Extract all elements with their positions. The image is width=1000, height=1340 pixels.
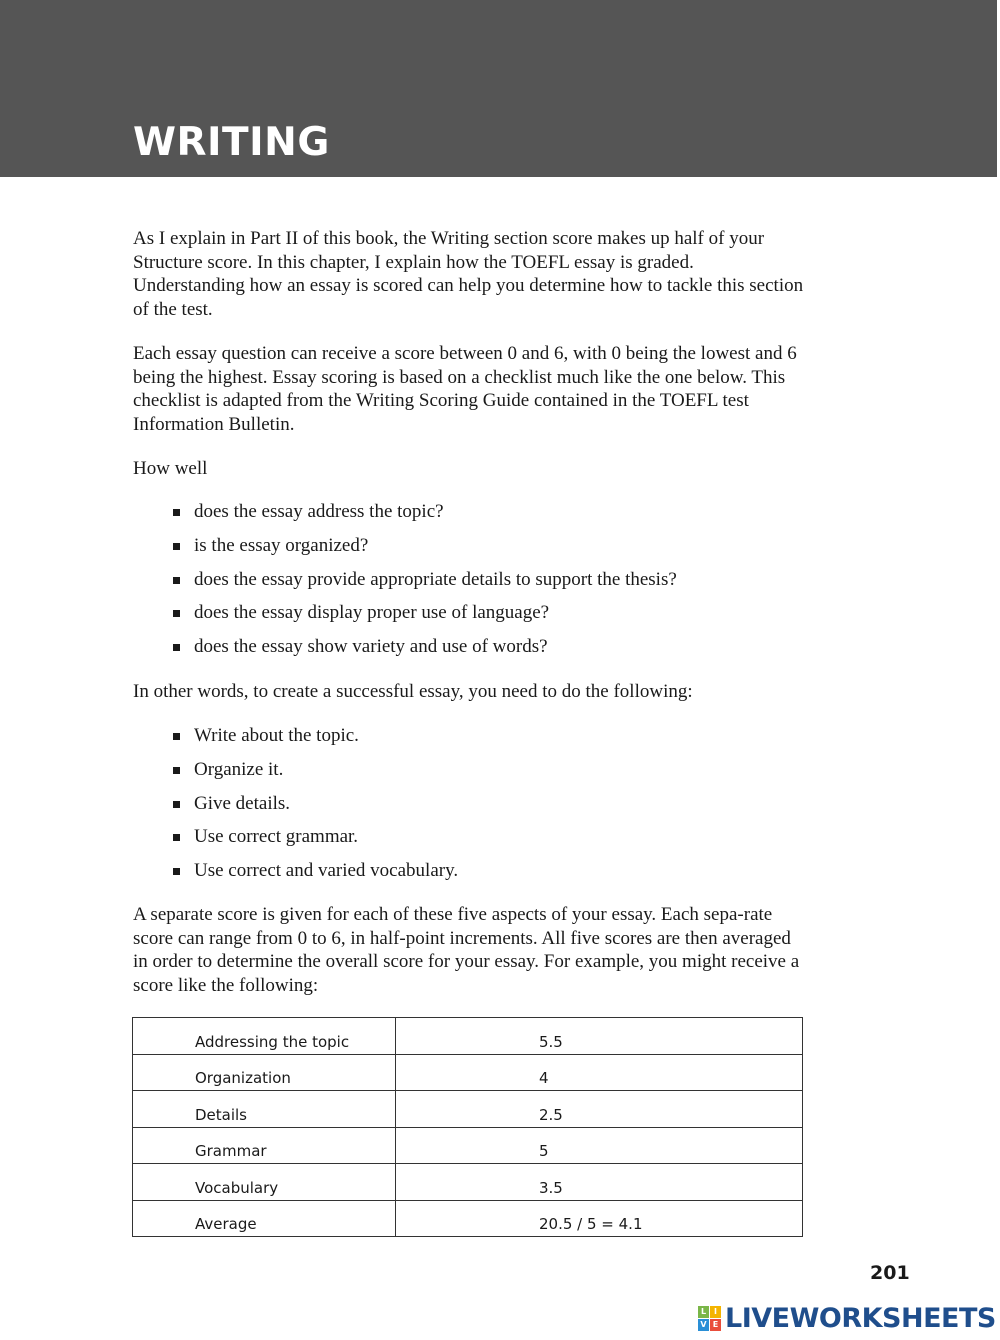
- score-cell: 3.5: [396, 1164, 803, 1201]
- list-item-text: does the essay address the topic?: [194, 501, 444, 522]
- chapter-header-band: [0, 0, 997, 177]
- bullet-square-icon: [173, 610, 180, 617]
- aspect-cell: Organization: [133, 1054, 396, 1091]
- bullet-square-icon: [173, 543, 180, 550]
- list-item: [173, 534, 677, 568]
- aspect-cell: Details: [133, 1091, 396, 1128]
- list-item-text: Write about the topic.: [194, 725, 359, 746]
- list-item-text: does the essay provide appropriate details to support the thesis?: [194, 568, 677, 590]
- aspect-cell: Vocabulary: [133, 1164, 396, 1201]
- list-item: [173, 500, 677, 534]
- chapter-title: WRITING: [133, 120, 330, 165]
- table-row: [133, 1018, 803, 1055]
- list-item: [173, 601, 677, 635]
- score-cell: 2.5: [396, 1091, 803, 1128]
- list-item-text: Organize it.: [194, 758, 284, 780]
- list-item-text: is the essay organized?: [194, 534, 369, 556]
- todo-list: [173, 724, 458, 893]
- list-item: [173, 859, 458, 893]
- score-cell: 5.5: [396, 1018, 803, 1055]
- bullet-square-icon: [173, 834, 180, 841]
- table-row: [133, 1200, 803, 1237]
- logo-text: LIVEWORKSHEETS: [725, 1303, 996, 1334]
- aspect-cell: Addressing the topic: [133, 1018, 396, 1055]
- checklist: [173, 500, 677, 669]
- list-item: [173, 568, 677, 602]
- aspect-cell: Grammar: [133, 1127, 396, 1164]
- liveworksheets-logo: [698, 1303, 996, 1334]
- list-item-text: Give details.: [194, 792, 291, 814]
- bullet-square-icon: [173, 868, 180, 875]
- list-item: [173, 724, 458, 758]
- score-cell: 4: [396, 1054, 803, 1091]
- separate-score-paragraph: A separate score is given for each of these five aspects of your essay. Each sepa-rate score can range from 0 to 6, in half-point increments. All five scores are then averaged in order to determine the overall score for your essay. For example, you might receive a score like the following:: [133, 904, 800, 996]
- bullet-square-icon: [173, 509, 180, 516]
- intro-paragraph: As I explain in Part II of this book, the Writing section score makes up half of your Structure score. In this chapter, I explain how the TOEFL essay is graded. Understanding how an essay is scored can help you determine how to tackle this section of the test.: [133, 228, 804, 320]
- how-well-label: How well: [133, 458, 208, 479]
- page-number: 201: [870, 1262, 910, 1284]
- bullet-square-icon: [173, 577, 180, 584]
- list-item-text: does the essay show variety and use of words?: [194, 636, 548, 658]
- bullet-square-icon: [173, 767, 180, 774]
- list-item-text: Use correct and varied vocabulary.: [194, 860, 459, 882]
- scoring-paragraph: Each essay question can receive a score between 0 and 6, with 0 being the lowest and 6 being the highest. Essay scoring is based on a checklist much like the one below. This checklist is adapted from the Writing Scoring Guide contained in the TOEFL test Information Bulletin.: [133, 343, 797, 435]
- logo-letter: I: [710, 1306, 721, 1318]
- logo-letter: E: [710, 1319, 721, 1331]
- bullet-square-icon: [173, 733, 180, 740]
- table-row: [133, 1054, 803, 1091]
- live-blocks-icon: [698, 1306, 721, 1331]
- score-table: [132, 1017, 803, 1237]
- table-row: [133, 1091, 803, 1128]
- logo-letter: L: [698, 1306, 709, 1318]
- score-cell: 20.5 / 5 = 4.1: [396, 1200, 803, 1237]
- table-row: [133, 1127, 803, 1164]
- bullet-square-icon: [173, 801, 180, 808]
- list-item: [173, 825, 458, 859]
- logo-letter: V: [698, 1319, 709, 1331]
- bullet-square-icon: [173, 644, 180, 651]
- table-row: [133, 1164, 803, 1201]
- score-cell: 5: [396, 1127, 803, 1164]
- list-item-text: Use correct grammar.: [194, 826, 359, 848]
- list-item: [173, 758, 458, 792]
- aspect-cell: Average: [133, 1200, 396, 1237]
- in-other-words-paragraph: In other words, to create a successful essay, you need to do the following:: [133, 681, 693, 702]
- list-item: [173, 792, 458, 826]
- list-item-text: does the essay display proper use of language?: [194, 602, 550, 624]
- list-item: [173, 635, 677, 669]
